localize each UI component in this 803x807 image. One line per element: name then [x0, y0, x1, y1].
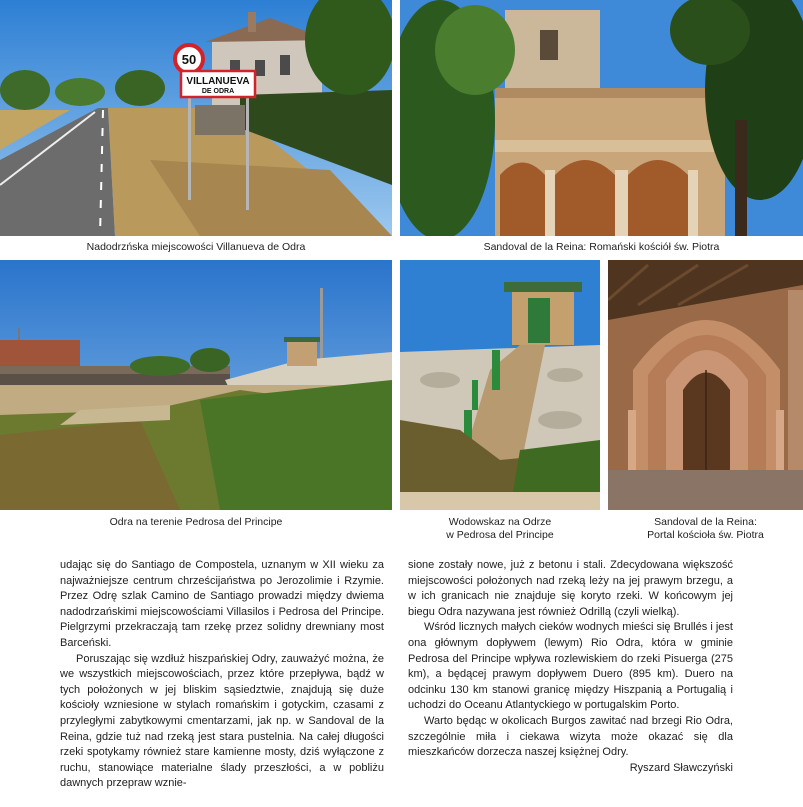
caption-portal-line2: Portal kościoła św. Piotra: [647, 529, 764, 541]
author-name: Ryszard Sławczyński: [629, 761, 733, 774]
text-column-left: [60, 558, 384, 792]
caption-odra-pedrosa: Odra na terenie Pedrosa del Principe: [109, 516, 283, 528]
caption-water-gauge: [400, 516, 600, 542]
left-paragraph-1: udając się do Santiago de Compostela, uznanym w XII wieku za najważniejsze centrum chrześcijaństwa po Jerozolimie i Rzymie. Przez Odrę szlak Camino de Santiago prowadzi między dwiema nadodrzańskimi miejscowościami Villasilos i Pedrosa del Principe. Pielgrzymi przekraczają tam rzekę przez solidny drewniany most Barceński.: [60, 559, 384, 649]
caption-church: Sandoval de la Reina: Romański kościół św. Piotra: [483, 241, 720, 253]
caption-portal: [608, 516, 803, 542]
left-paragraph-2: Poruszając się wzdłuż hiszpańskiej Odry, zauważyć można, że we wszystkich miejscowościach, przez które przepływa, bądź w tych położonych w jej bliskim sąsiedztwie, znajdują się duże kościoły wzniesione w stylach romańskim i gotyckim, czasami z przyległymi zabytkowymi cmentarzami, jak np. w Sandoval de la Reina, gdzie tuż nad rzeką jest stara pustelnia. Na całej długości rzeki spotykamy również stare kamienne mosty, dziś wyłączone z ruchu, stanowiące materialne ślady przeszłości, a w pobliżu dawnych przepraw wznie-: [60, 652, 384, 790]
photo-odra-pedrosa: [0, 260, 392, 510]
photo-villanueva-road: [0, 0, 392, 236]
text-column-right: [408, 558, 733, 776]
photo-church-portal: [608, 260, 803, 510]
right-paragraph-2: Wśród licznych małych cieków wodnych mieści się Brullés i jest ona głównym dopływem (lewym) Rio Odra, która w gminie Pedrosa del Principe wpływa rozlewiskiem do rzeki Pisuerga (275 km), a będącej prawym dopływem Duero (895 km). Duero na odcinku 130 km stanowi granicę między Hiszpanią a Portugalią i uchodzi do Oceanu Atlantyckiego w portugalskim Porto.: [408, 621, 733, 712]
caption-villanueva: Nadodrzńska miejscowości Villanueva de Odra: [86, 241, 306, 253]
photo-water-gauge: [400, 260, 600, 510]
town-sign-line1: VILLANUEVA: [186, 76, 250, 87]
caption-portal-line1: Sandoval de la Reina:: [654, 516, 757, 528]
right-paragraph-1: sione zostały nowe, już z betonu i stali. Zdecydowana większość miejscowości położonych nad rzeką leży na jej prawym brzegu, a w ich granicach nie znajduje się koryto rzeki. W końcowym jej biegu Odra nazywana jest również Odrillą (czyli wielką).: [408, 559, 733, 618]
caption-water-gauge-line1: Wodowskaz na Odrze: [448, 516, 552, 528]
speed-limit-text: 50: [181, 52, 197, 67]
photo-romanesque-church: [400, 0, 803, 236]
town-sign-line2: DE ODRA: [201, 88, 235, 95]
right-paragraph-3: Warto będąc w okolicach Burgos zawitać nad brzegi Rio Odra, szczególnie miła i ciekawa wizyta może okazać się dla mieszkańców dorzecza naszej księżnej Odry.: [408, 714, 733, 759]
caption-water-gauge-line2: w Pedrosa del Principe: [446, 529, 554, 541]
